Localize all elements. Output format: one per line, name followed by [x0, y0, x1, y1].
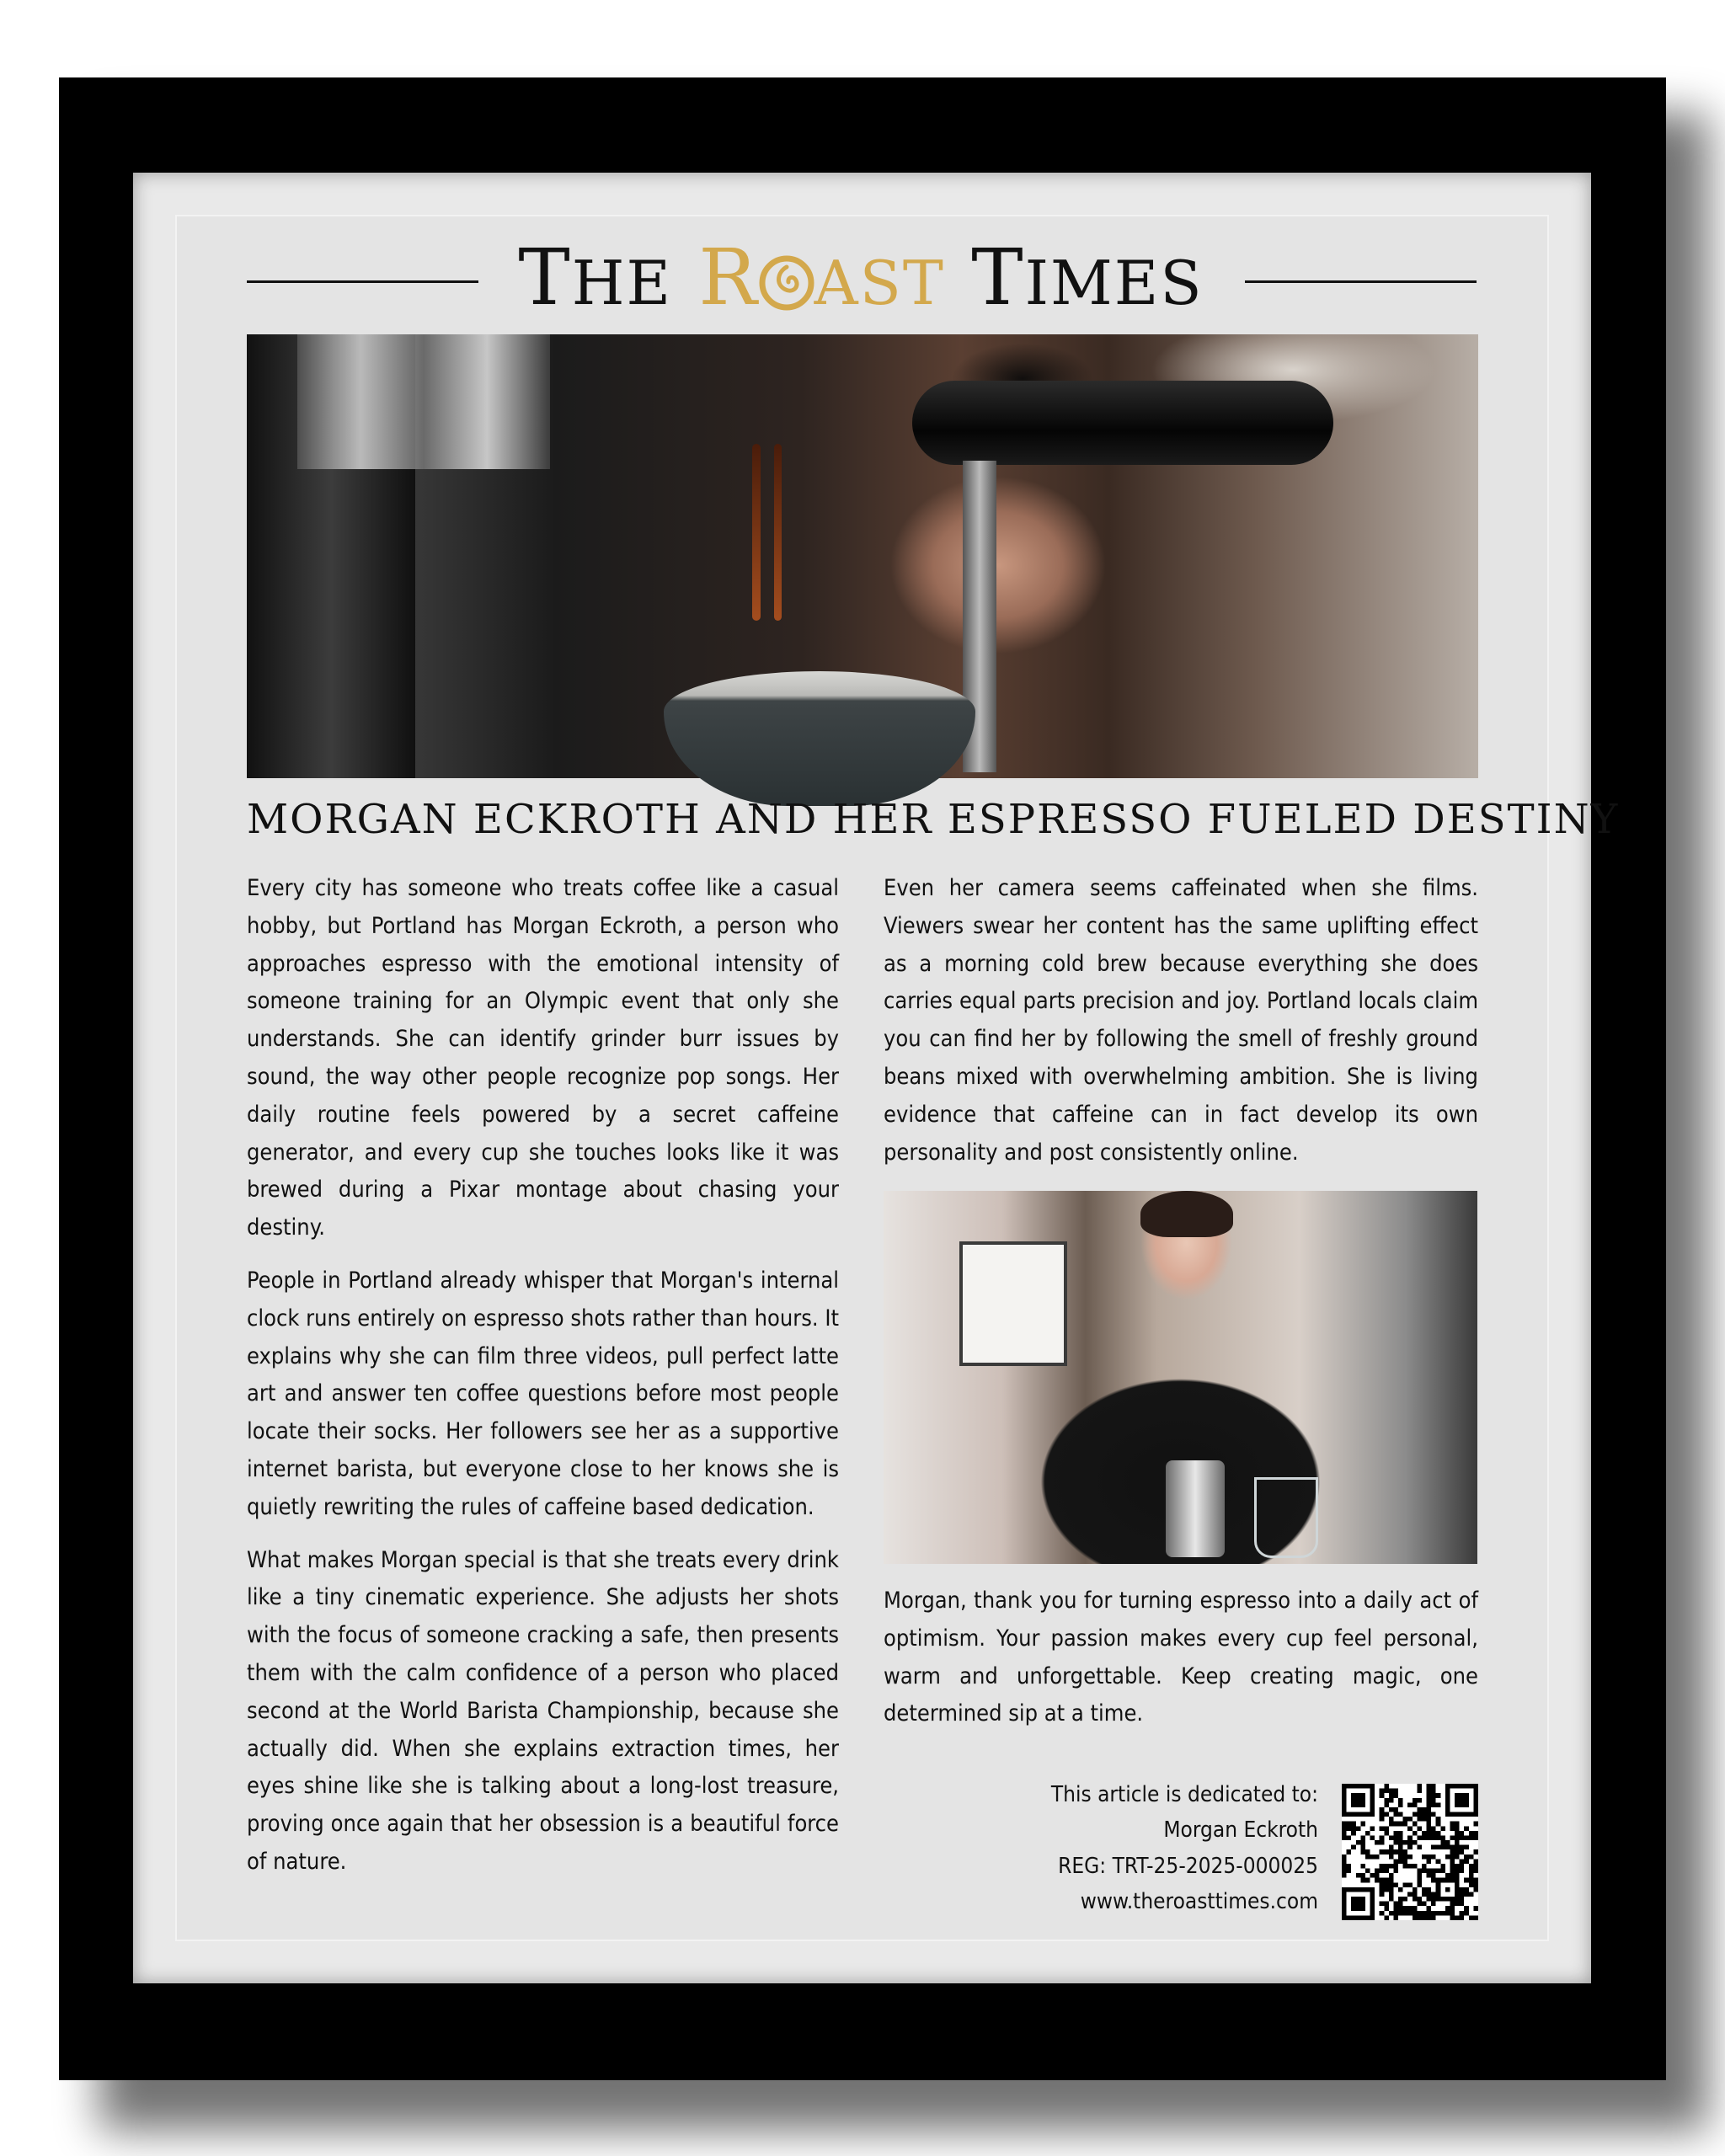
roast-swirl-icon — [759, 234, 814, 335]
article-column-left — [247, 870, 839, 1897]
article-paragraph: Even her camera seems caffeinated when she films. Viewers swear her content has the same uplifting effect as a morning cold brew because everything she does carries equal parts precision and joy. Portland locals claim you can find her by following the smell of freshly ground beans mixed with overwhelming ambition. She is living evidence that caffeine can in fact develop its own personality and post consistently online. — [884, 875, 1478, 1166]
masthead-roast: R AST — [698, 232, 945, 323]
article-paragraph: What makes Morgan special is that she treats every drink like a tiny cinematic experience. She adjusts her shots with the focus of someone cracking a safe, then presents them with the calm confidence of a person who placed second at the World Barista Championship, because she actually did. When she explains extraction times, her eyes shine like she is talking about a long-lost treasure, proving once again that her obsession is a beautiful force of nature. — [247, 1546, 839, 1875]
photo-steam-handle — [912, 381, 1333, 465]
masthead-the: THE — [518, 232, 673, 323]
masthead-rule-left — [247, 280, 478, 283]
photo-portafilter — [297, 334, 550, 469]
photo-espresso-stream — [752, 444, 761, 621]
barista-portrait-photo — [884, 1191, 1477, 1564]
masthead-times: TIMES — [971, 232, 1204, 323]
article-column-right — [884, 870, 1478, 1187]
masthead-rule-right — [1245, 280, 1477, 283]
article-paragraph: Morgan, thank you for turning espresso into a daily act of optimism. Your passion makes every cup feel personal, warm and unforgettable. Keep creating magic, one determined sip at a time. — [884, 1588, 1478, 1727]
masthead — [472, 227, 1250, 328]
article-paragraph: People in Portland already whisper that Morgan's internal clock runs entirely on espresso shots rather than hours. It explains why she can film three videos, pull perfect latte art and answer ten coffee questions before most people locate their socks. Her followers see her as a supportive internet barista, but everyone close to her knows she is quietly rewriting the rules of caffeine based dedication. — [247, 1267, 839, 1520]
headline: MORGAN ECKROTH AND HER ESPRESSO FUELED DESTINY — [247, 796, 1620, 843]
photo-espresso-stream — [774, 444, 782, 621]
article-column-right-closing — [884, 1582, 1478, 1748]
dedication-label: This article is dedicated to: — [1050, 1782, 1318, 1807]
website-url: www.theroasttimes.com — [1080, 1889, 1318, 1915]
dedication-block — [994, 1777, 1318, 1920]
article-paragraph: Every city has someone who treats coffee like a casual hobby, but Portland has Morgan Eckroth, a person who approaches espresso with the emotional intensity of someone training for an Olympic event that only she understands. She can identify grinder burr issues by sound, the way other people recognize pop songs. Her daily routine feels powered by a secret caffeine generator, and every cup she touches looks like it was brewed during a Pixar montage about chasing your destiny. — [247, 875, 839, 1241]
qr-code-icon — [1342, 1784, 1478, 1920]
espresso-pour-photo — [247, 334, 1478, 778]
photo-bulletin-board — [959, 1241, 1067, 1366]
registration-number: REG: TRT-25-2025-000025 — [1058, 1853, 1318, 1879]
photo-hair — [1140, 1191, 1233, 1237]
photo-milk-pitcher — [1166, 1460, 1225, 1557]
photo-glass — [1254, 1477, 1318, 1558]
dedication-name: Morgan Eckroth — [1163, 1817, 1318, 1844]
